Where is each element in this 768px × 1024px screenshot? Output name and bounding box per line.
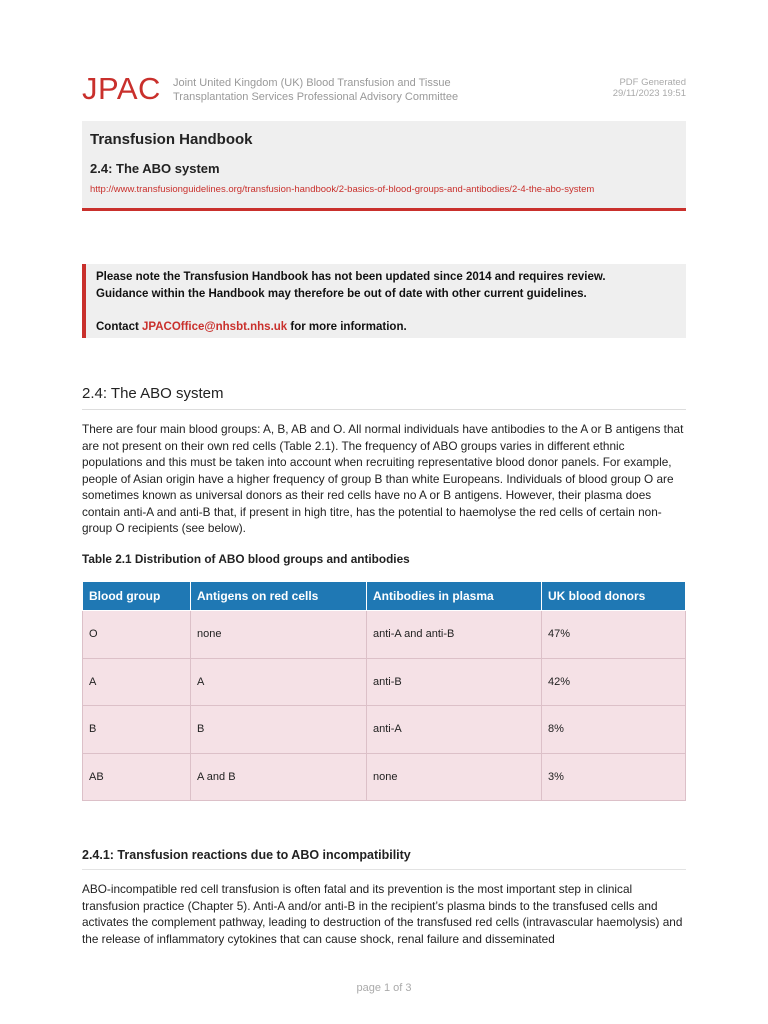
table-row xyxy=(83,706,686,754)
pdf-generated-date: 29/11/2023 19:51 xyxy=(612,88,686,99)
table-row xyxy=(83,658,686,706)
header-antigens: Antigens on red cells xyxy=(191,582,367,611)
title-panel xyxy=(82,121,686,211)
table-cell: anti-A and anti-B xyxy=(367,611,542,659)
contact-email-link[interactable]: JPACOffice@nhsbt.nhs.uk xyxy=(142,321,288,333)
source-url-link[interactable]: http://www.transfusionguidelines.org/transfusion-handbook/2-basics-of-blood-groups-and-antibodies/2-4-the-abo-system xyxy=(90,184,595,195)
org-line-2: Transplantation Services Professional Advisory Committee xyxy=(173,91,459,103)
notice-contact xyxy=(96,319,686,336)
table-cell: 47% xyxy=(542,611,686,659)
table-cell: B xyxy=(191,706,367,754)
page-title: 2.4: The ABO system xyxy=(90,161,220,176)
review-notice xyxy=(82,264,686,338)
subsection-paragraph: ABO-incompatible red cell transfusion is often fatal and its prevention is the most important step in clinical transfusion practice (Chapter 5). Anti-A and/or anti-B in the recipient’s plasma binds to the transfused cells and activates the complement pathway, leading to destruction of the transfused red cells (intravascular haemolysis) and the release of inflammatory cytokines that can cause shock, renal failure and disseminated xyxy=(82,882,683,946)
table-cell: anti-B xyxy=(367,658,542,706)
table-cell: B xyxy=(83,706,191,754)
table-row xyxy=(83,753,686,801)
table-header-row xyxy=(83,582,686,611)
pdf-generated-label: PDF Generated xyxy=(619,77,686,88)
table-cell: A and B xyxy=(191,753,367,801)
org-line-1: Joint United Kingdom (UK) Blood Transfusion and Tissue xyxy=(173,77,451,89)
handbook-title: Transfusion Handbook xyxy=(90,131,253,148)
header-antibodies: Antibodies in plasma xyxy=(367,582,542,611)
table-cell: AB xyxy=(83,753,191,801)
abo-table xyxy=(82,581,686,801)
organization-name xyxy=(173,76,458,104)
jpac-logo: JPAC xyxy=(82,71,161,106)
contact-suffix: for more information. xyxy=(287,321,407,333)
subsection-heading: 2.4.1: Transfusion reactions due to ABO incompatibility xyxy=(82,848,686,870)
table-cell: none xyxy=(191,611,367,659)
table-cell: O xyxy=(83,611,191,659)
page-header xyxy=(82,72,686,108)
table-cell: A xyxy=(83,658,191,706)
table-cell: anti-A xyxy=(367,706,542,754)
table-cell: 8% xyxy=(542,706,686,754)
notice-line-2: Guidance within the Handbook may therefore be out of date with other current guidelines. xyxy=(96,288,587,300)
contact-prefix: Contact xyxy=(96,321,142,333)
table-caption: Table 2.1 Distribution of ABO blood groups and antibodies xyxy=(82,552,410,566)
table-cell: A xyxy=(191,658,367,706)
table-row xyxy=(83,611,686,659)
table-cell: none xyxy=(367,753,542,801)
header-uk-donors: UK blood donors xyxy=(542,582,686,611)
header-blood-group: Blood group xyxy=(83,582,191,611)
page-number: page 1 of 3 xyxy=(356,982,412,994)
pdf-generated-info xyxy=(613,77,686,99)
table-cell: 3% xyxy=(542,753,686,801)
notice-line-1: Please note the Transfusion Handbook has not been updated since 2014 and requires review. xyxy=(96,271,606,283)
section-heading: 2.4: The ABO system xyxy=(82,385,686,410)
section-paragraph: There are four main blood groups: A, B, AB and O. All normal individuals have antibodies to the A or B antigens that are not present on their own red cells (Table 2.1). The frequency of ABO groups varies in different ethnic populations and this must be taken into account when recruiting representative blood donor panels. For example, people of Asian origin have a higher frequency of group B than white Europeans. Individuals of blood group O are sometimes known as universal donors as their red cells have no A or B antigens. However, their plasma does contain anti-A and anti-B that, if present in high titre, has the potential to haemolyse the red cells of certain non-group O recipients (see below). xyxy=(82,422,684,535)
table-cell: 42% xyxy=(542,658,686,706)
